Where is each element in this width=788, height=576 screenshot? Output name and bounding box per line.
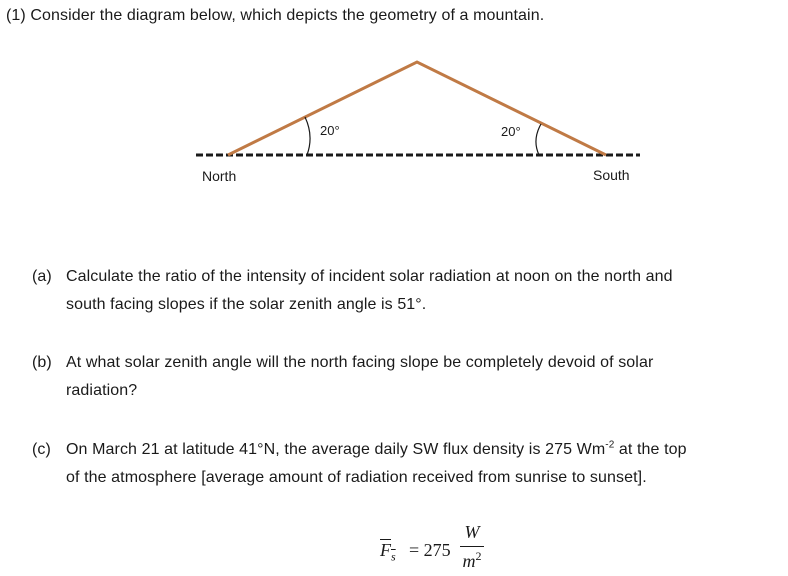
part-c <box>32 436 51 464</box>
formula-lhs: $F_s$ <box>380 540 396 564</box>
formula-lhs-subscript: s <box>391 549 396 564</box>
formula-fraction <box>460 522 484 572</box>
formula-numerator: W <box>464 522 480 542</box>
right-angle-label: 20° <box>501 124 521 139</box>
part-b-line-1: At what solar zenith angle will the north facing slope be completely devoid of solar <box>66 354 654 371</box>
intro-line: (1) Consider the diagram below, which depicts the geometry of a mountain. <box>6 7 545 24</box>
formula-denominator-sup: 2 <box>475 549 482 563</box>
part-c-text <box>66 436 788 492</box>
mountain-outline <box>228 62 606 155</box>
part-a <box>32 263 52 291</box>
part-c-line-1 <box>66 436 788 464</box>
formula-equals: = 275 <box>409 540 451 560</box>
left-angle-label: 20° <box>320 123 340 138</box>
part-a-line-2: south facing slopes if the solar zenith angle is 51°. <box>66 296 427 313</box>
part-a-text <box>66 263 788 319</box>
north-label: North <box>202 168 237 184</box>
mountain-diagram <box>0 0 788 220</box>
part-c-line-1-sup: -2 <box>605 439 615 451</box>
formula-denominator: $m^2$ <box>462 549 482 571</box>
flux-formula <box>380 522 500 576</box>
part-c-line-1-post: at the top <box>614 441 687 458</box>
part-b-marker: (b) <box>32 354 52 371</box>
formula-fraction-bar <box>460 546 484 547</box>
part-b <box>32 349 52 377</box>
part-a-marker: (a) <box>32 268 52 285</box>
part-c-line-1-pre: On March 21 at latitude 41°N, the average daily SW flux density is 275 Wm <box>66 441 606 458</box>
part-b-line-2: radiation? <box>66 382 138 399</box>
part-b-text <box>66 349 788 405</box>
part-c-marker: (c) <box>32 441 51 458</box>
left-angle-arc <box>305 117 310 155</box>
south-label: South <box>593 167 630 183</box>
right-angle-arc <box>536 124 541 155</box>
part-c-line-2: of the atmosphere [average amount of radiation received from sunrise to sunset]. <box>66 469 647 486</box>
part-a-line-1: Calculate the ratio of the intensity of incident solar radiation at noon on the north and <box>66 268 673 285</box>
